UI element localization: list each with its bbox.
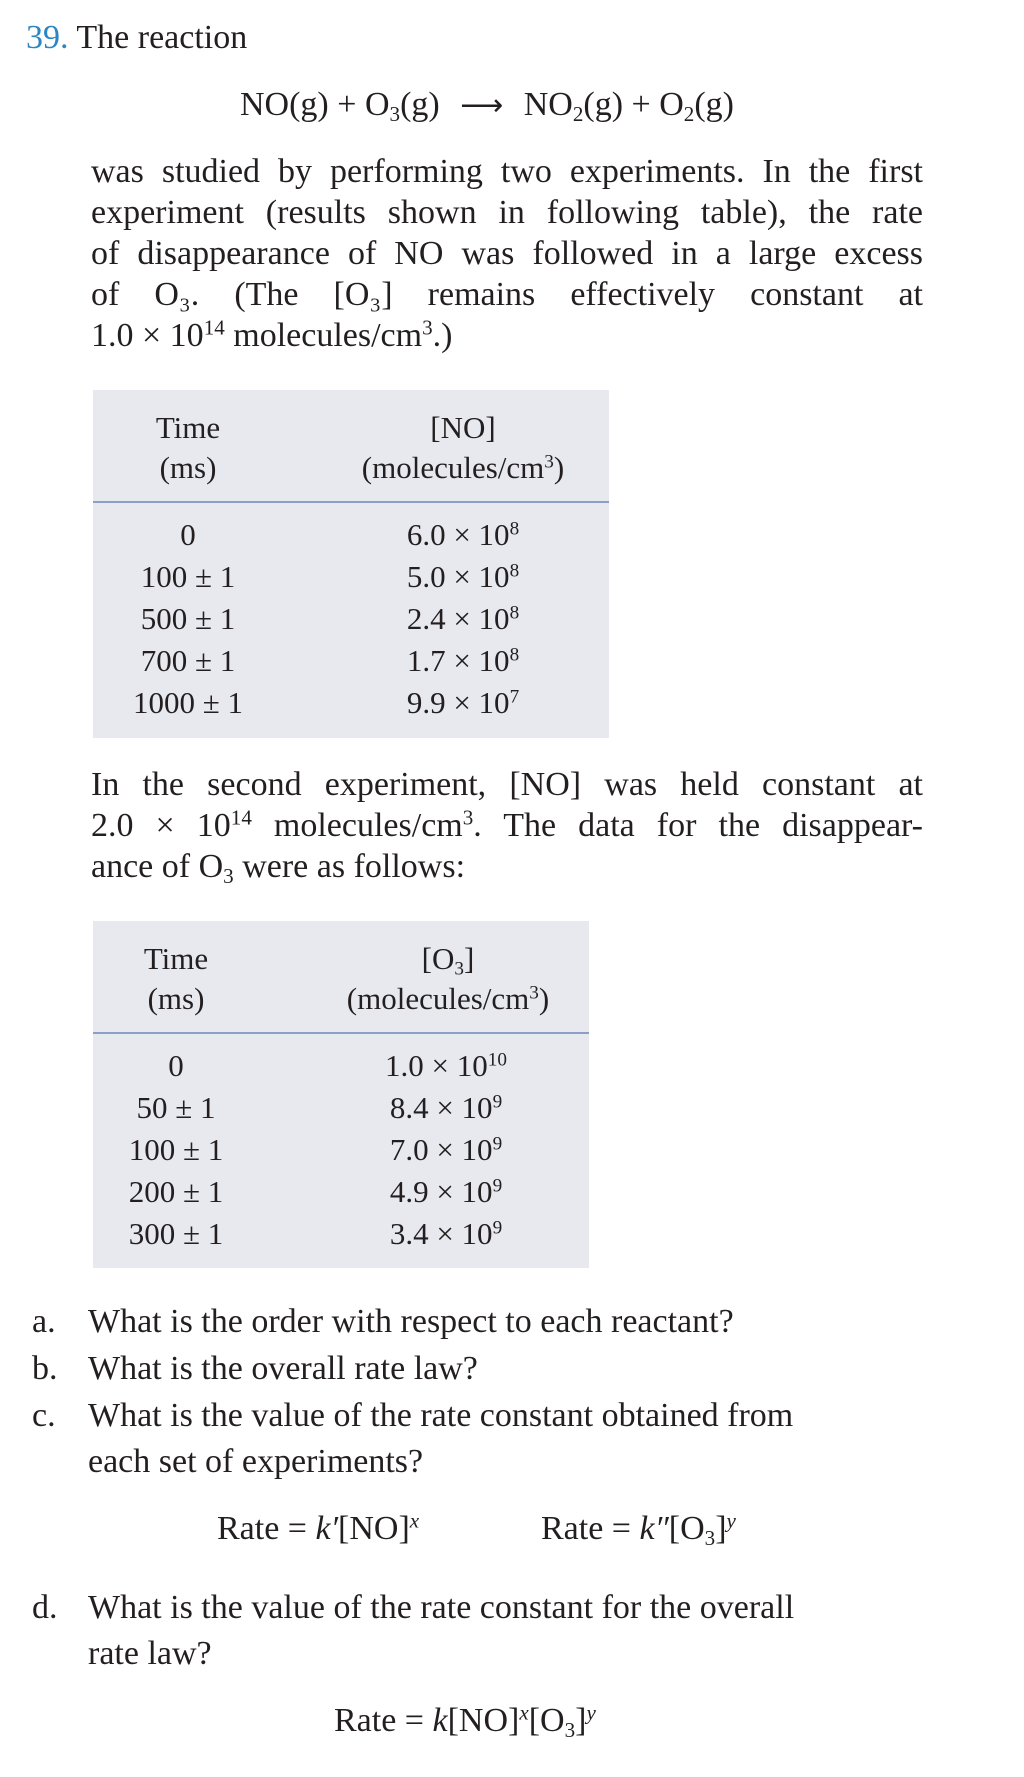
table-row-time: 0: [168, 1048, 184, 1083]
table-row-conc: $5.0 \times 10^8$: [406, 559, 520, 594]
question-b: b. What is the overall rate law?: [32, 1350, 478, 1387]
product-o2: $O_2(g)$: [659, 86, 734, 126]
table-row-time: 200 ± 1: [128, 1174, 224, 1209]
table-row-time: 50 ± 1: [136, 1090, 216, 1125]
table-row-conc: $2.4 \times 10^8$: [406, 601, 520, 636]
table-row-conc: $1.7 \times 10^8$: [406, 643, 520, 678]
col-header-time: Time (ms): [143, 941, 209, 1016]
paragraph-line: ance of $O_3$ were as follows:: [91, 848, 466, 888]
table-no-concentration: [93, 390, 609, 738]
reaction-equation: [240, 86, 734, 124]
table-row-conc: $9.9 \times 10^7$: [406, 685, 520, 720]
col-header-no: [NO] $(molecules/cm^3)$: [361, 410, 565, 485]
problem-intro: The reaction: [76, 19, 248, 56]
table-row-time: 0: [180, 517, 196, 552]
paragraph-second-experiment: [91, 765, 923, 888]
table-row-conc: $7.0 \times 10^9$: [389, 1132, 503, 1167]
paragraph-line: was studied by performing two experiments. In the first: [91, 153, 923, 190]
col-header-o3: $[O_3]$ $(molecules/cm^3)$: [346, 941, 550, 1016]
reactant-no: NO(g): [240, 86, 329, 123]
table-row-time: 300 ± 1: [128, 1216, 224, 1251]
paragraph-first-experiment: [91, 152, 923, 357]
paragraph-line: experiment (results shown in following table), the rate: [91, 194, 923, 231]
paragraph-line: of O₃. (The [O₃] remains effectively constant at: [91, 276, 923, 313]
table-row-conc: $1.0 \times 10^{10}$: [385, 1048, 507, 1083]
rate-equation-no: Rate = k′[NO]$^x$: [217, 1508, 420, 1547]
table-row-conc: $3.4 \times 10^9$: [389, 1216, 503, 1251]
table-row-conc: $6.0 \times 10^8$: [406, 517, 520, 552]
table-row-conc: $8.4 \times 10^9$: [389, 1090, 503, 1125]
question-c: c. What is the value of the rate constant obtained from each set of experiments?: [32, 1397, 794, 1480]
paragraph-line: of disappearance of NO was followed in a large excess: [91, 235, 923, 272]
table-row-time: 100 ± 1: [140, 559, 236, 594]
header-rule: [93, 501, 609, 503]
question-a: a. What is the order with respect to each reactant?: [32, 1303, 734, 1340]
paragraph-line: $2.0 \times 10^{14}$ molecules/$cm^3$. The data for the disappear-: [91, 805, 923, 844]
table-o3-concentration: [93, 921, 589, 1268]
table-row-time: 100 ± 1: [128, 1132, 224, 1167]
table-row-time: 500 ± 1: [140, 601, 236, 636]
plus-sign: +: [337, 86, 357, 123]
problem-header: [26, 18, 247, 58]
table-row-conc: $4.9 \times 10^9$: [389, 1174, 503, 1209]
col-header-time: Time (ms): [155, 410, 221, 485]
reaction-arrow-icon: ⟶: [460, 88, 504, 123]
problem-number: 39.: [26, 19, 69, 56]
reactant-o3: $O_3(g)$: [364, 86, 440, 126]
rate-equation-overall: Rate = $k[NO]^x[O_3]^y$: [334, 1700, 596, 1742]
product-no2: $NO_2(g)$: [523, 86, 624, 126]
header-rule: [93, 1032, 589, 1034]
table-row-time: 1000 ± 1: [132, 685, 243, 720]
table-row-time: 700 ± 1: [140, 643, 236, 678]
paragraph-line: In the second experiment, [NO] was held constant at: [91, 766, 923, 803]
paragraph-line: $1.0 \times 10^{14}$ molecules/$cm^3$.): [91, 315, 453, 354]
rate-equation-o3: Rate = $k''[O_3]^y$: [541, 1508, 736, 1550]
question-d: d. What is the value of the rate constant for the overall rate law?: [32, 1589, 795, 1672]
plus-sign: +: [631, 86, 651, 123]
